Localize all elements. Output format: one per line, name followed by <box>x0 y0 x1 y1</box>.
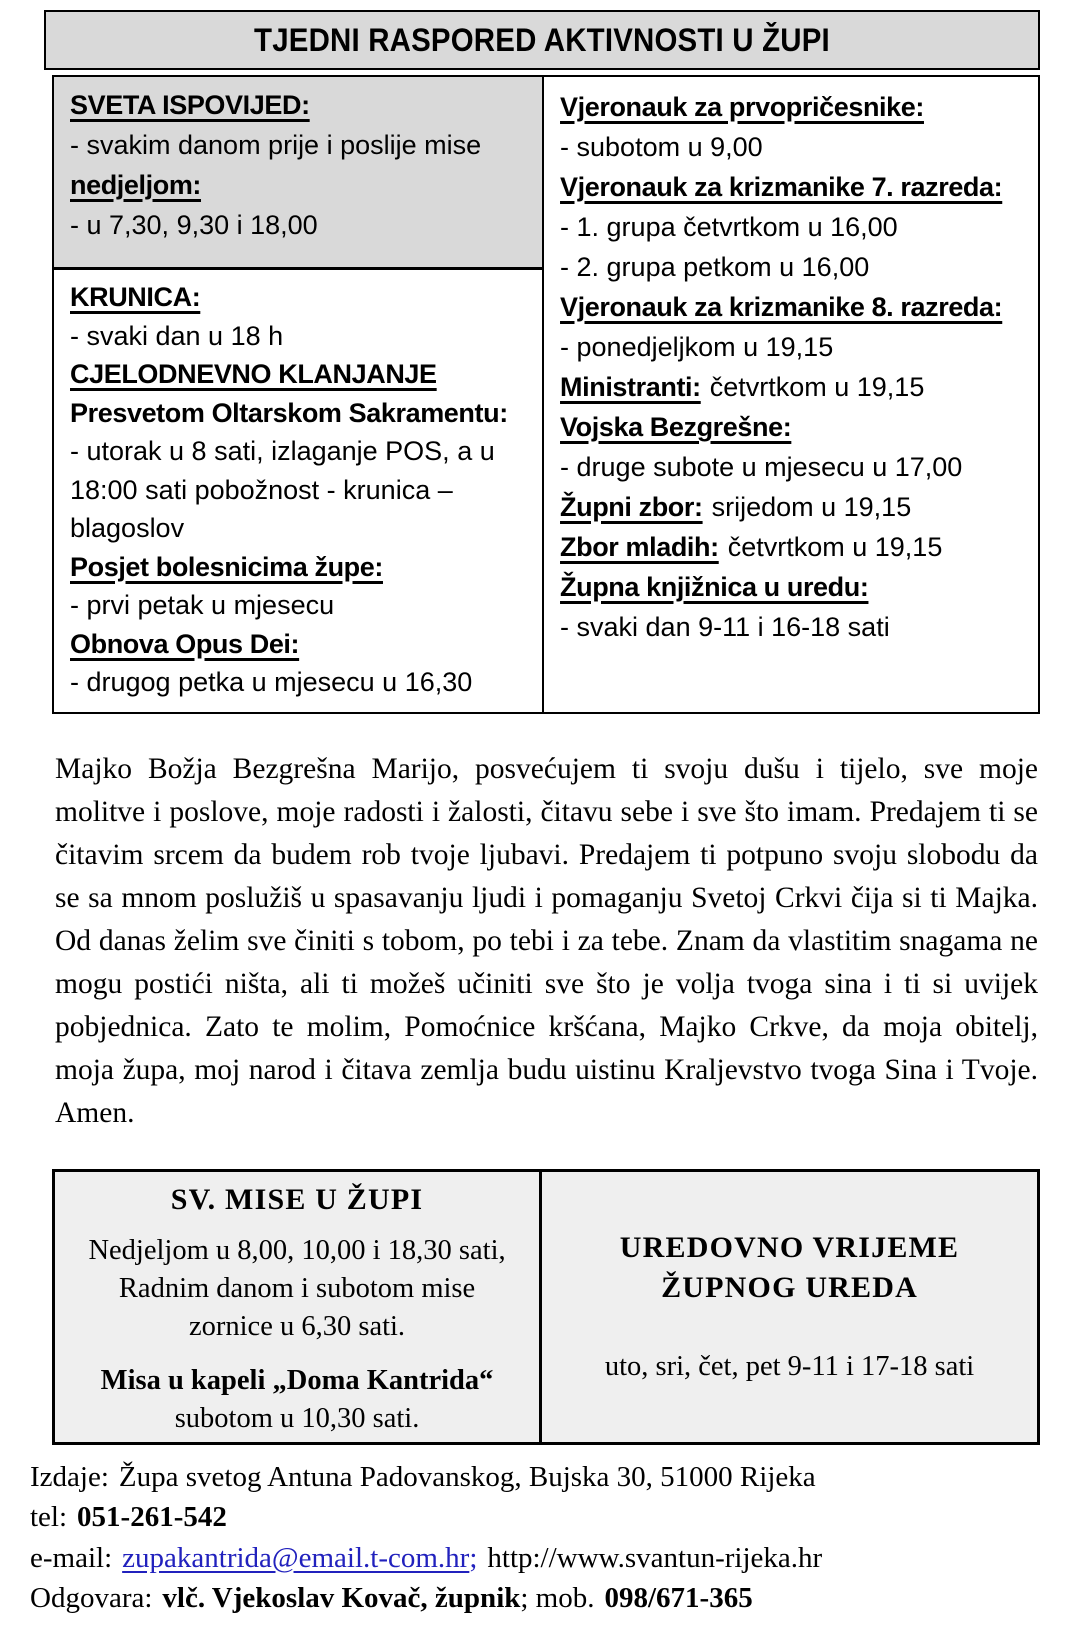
chapel-mass <box>61 1362 533 1438</box>
masses-title: SV. MISE U ŽUPI <box>170 1182 424 1216</box>
schedule-line-label: Obnova Opus Dei: <box>70 628 300 659</box>
responsible-line <box>30 1578 1040 1619</box>
schedule-line <box>70 548 532 587</box>
schedule-line <box>560 167 1028 207</box>
schedule-line-label: Župni zbor: <box>560 492 703 522</box>
phone-line <box>30 1497 1040 1538</box>
weekly-schedule-table <box>52 75 1040 714</box>
schedule-line-text: - 2. grupa petkom u 16,00 <box>560 252 870 282</box>
email-line <box>30 1538 1040 1579</box>
chapel-mass-time: subotom u 10,30 sati. <box>174 1402 420 1434</box>
schedule-line-label: Vjeronauk za krizmanike 8. razreda: <box>560 292 1003 322</box>
masses-cell <box>55 1172 542 1442</box>
consecration-prayer: Majko Božja Bezgrešna Marijo, posvećujem ti svoju dušu i tijelo, sve moje molitve i poslove, moje radosti i žalosti, čitavu sebe i sve što imam. Predajem ti se čitavim srcem da budem rob tvoje ljubavi. Predajem ti potpuno svoju slobodu da se sa mnom poslužiš u spasavanju ljudi i pomaganju Svetoj Crkvi čija si ti Majka. Od danas želim sve činiti s tobom, po tebi i za tebe. Znam da vlastitim snagama ne mogu postići ništa, ali ti možeš učiniti sve što je volja tvoga sina i ti si uvijek pobjednica. Zato te molim, Pomoćnice kršćana, Majko Crkve, da moja obitelj, moja župa, moj narod i čitava zemlja budu uistinu Kraljevstvo tvoga Sina i Tvoje. Amen. <box>55 752 1038 1129</box>
schedule-line <box>70 85 532 125</box>
email-label: e-mail: <box>30 1541 113 1574</box>
publisher-value: Župa svetog Antuna Padovanskog, Bujska 30, 51000 Rijeka <box>118 1460 816 1493</box>
email-separator: ; <box>469 1541 478 1574</box>
schedule-line-text: - subotom u 9,00 <box>560 132 763 162</box>
email-link[interactable]: zupakantrida@email.t-com.hr <box>122 1541 470 1574</box>
schedule-line <box>560 527 1028 567</box>
schedule-line <box>560 607 1028 647</box>
schedule-line <box>70 278 532 317</box>
website-url: http://www.svantun-rijeka.hr <box>487 1541 823 1574</box>
phone-label: tel: <box>30 1501 68 1533</box>
schedule-line-text: - prvi petak u mjesecu <box>70 590 335 620</box>
schedule-line-label: Vjeronauk za krizmanike 7. razreda: <box>560 172 1003 202</box>
mass-office-table <box>52 1169 1040 1445</box>
schedule-line <box>560 487 1028 527</box>
schedule-line <box>70 625 532 664</box>
schedule-line-text: - druge subote u mjesecu u 17,00 <box>560 452 963 482</box>
schedule-line-label: Presvetom Oltarskom Sakramentu: <box>70 397 508 428</box>
schedule-line-text: - u 7,30, 9,30 i 18,00 <box>70 210 318 240</box>
publisher-label: Izdaje: <box>30 1460 109 1493</box>
phone-number: 051-261-542 <box>77 1501 227 1533</box>
schedule-line-text: - svakim danom prije i poslije mise <box>70 130 482 160</box>
mass-times-line: zornice u 6,30 sati. <box>189 1310 406 1342</box>
schedule-line <box>70 586 532 625</box>
schedule-line <box>560 407 1028 447</box>
schedule-line <box>70 165 532 205</box>
footer-contact <box>30 1457 1040 1619</box>
schedule-right-column <box>544 77 1038 712</box>
schedule-line <box>560 207 1028 247</box>
schedule-line <box>560 287 1028 327</box>
schedule-line-text: četvrtkom u 19,15 <box>709 372 925 402</box>
schedule-line <box>560 127 1028 167</box>
bulletin-title-bar <box>44 10 1040 70</box>
schedule-line-label: Ministranti: <box>560 372 701 402</box>
schedule-line-text: - 1. grupa četvrtkom u 16,00 <box>560 212 898 242</box>
schedule-line-text: - svaki dan 9-11 i 16-18 sati <box>560 612 890 642</box>
mobile-label: ; mob. <box>520 1582 595 1614</box>
schedule-line-text: - utorak u 8 sati, izlaganje POS, a u 18:00 sati pobožnost - krunica – blagoslov <box>70 436 495 543</box>
schedule-line-text: - ponedjeljkom u 19,15 <box>560 332 834 362</box>
schedule-line-text: srijedom u 19,15 <box>711 492 912 522</box>
schedule-line-label: Župna knjižnica u uredu: <box>560 572 869 602</box>
schedule-line <box>70 355 532 394</box>
schedule-line-label: KRUNICA: <box>70 282 201 312</box>
schedule-line <box>560 327 1028 367</box>
schedule-line-text: - drugog petka u mjesecu u 16,30 <box>70 667 473 697</box>
schedule-line <box>70 394 532 433</box>
schedule-line <box>70 432 532 548</box>
schedule-line <box>560 447 1028 487</box>
mass-times <box>61 1232 533 1346</box>
schedule-line-text: - svaki dan u 18 h <box>70 320 284 351</box>
catechism-groups-cell <box>544 77 1038 657</box>
confession-cell <box>54 77 542 270</box>
responsible-name: vlč. Vjekoslav Kovač, župnik <box>162 1582 521 1614</box>
schedule-line-label: SVETA ISPOVIJED: <box>70 90 310 120</box>
publisher-line <box>30 1457 1040 1498</box>
schedule-line-label: Vojska Bezgrešne: <box>560 412 792 442</box>
page-title: TJEDNI RASPORED AKTIVNOSTI U ŽUPI <box>254 21 830 58</box>
schedule-line <box>70 663 532 702</box>
schedule-line <box>70 317 532 356</box>
mass-times-line: Radnim danom i subotom mise <box>118 1272 476 1304</box>
mobile-number: 098/671-365 <box>604 1582 753 1614</box>
office-hours-title: ŽUPNOG UREDA <box>661 1270 918 1304</box>
rosary-adoration-cell <box>54 270 542 712</box>
schedule-line-label: Vjeronauk za prvopričesnike: <box>560 92 924 122</box>
schedule-line <box>560 567 1028 607</box>
schedule-line <box>70 205 532 245</box>
schedule-line-label: nedjeljom: <box>70 170 202 200</box>
office-hours-value: uto, sri, čet, pet 9-11 i 17-18 sati <box>604 1350 975 1382</box>
office-hours-cell <box>542 1172 1037 1442</box>
schedule-line <box>560 247 1028 287</box>
schedule-line <box>560 367 1028 407</box>
mass-times-line: Nedjeljom u 8,00, 10,00 i 18,30 sati, <box>88 1234 506 1266</box>
schedule-line <box>560 87 1028 127</box>
schedule-line-label: Zbor mladih: <box>560 532 719 562</box>
schedule-line <box>70 125 532 165</box>
office-hours-title: UREDOVNO VRIJEME <box>619 1230 960 1264</box>
chapel-mass-title: Misa u kapeli „Doma Kantrida“ <box>100 1364 494 1396</box>
schedule-line-text: četvrtkom u 19,15 <box>727 532 943 562</box>
schedule-line-label: Posjet bolesnicima župe: <box>70 551 383 582</box>
responsible-label: Odgovara: <box>30 1582 153 1614</box>
schedule-line-label: CJELODNEVNO KLANJANJE <box>70 359 437 389</box>
schedule-left-column <box>54 77 544 712</box>
